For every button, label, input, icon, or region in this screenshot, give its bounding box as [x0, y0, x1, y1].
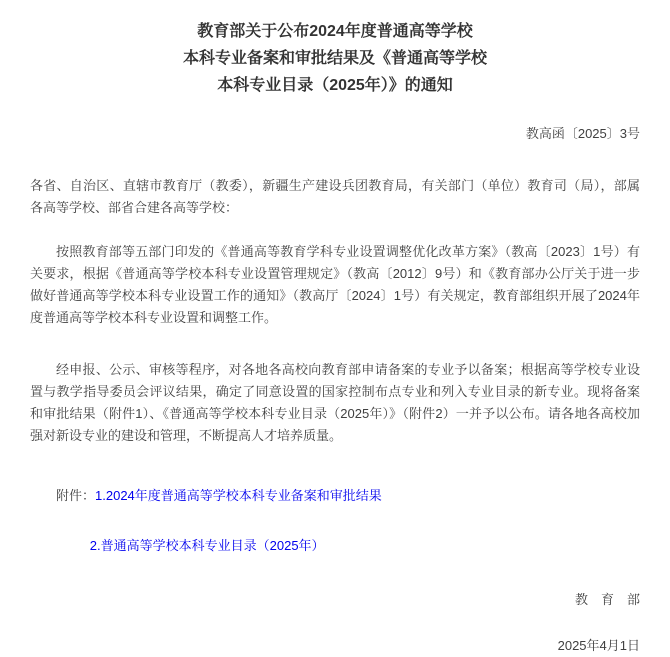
salutation: 各省、自治区、直辖市教育厅（教委），新疆生产建设兵团教育局，有关部门（单位）教育司（局），部属各高等学校、部省合建各高等学校：	[30, 178, 640, 215]
body-paragraph-1: 按照教育部等五部门印发的《普通高等教育学科专业设置调整优化改革方案》（教高〔2023〕1号）有关要求，根据《普通高等学校本科专业设置管理规定》（教高〔2012〕9号）和《教育部办公厅关于进一步做好普通高等学校本科专业设置工作的通知》（教高厅〔2024〕1号）有关规定，教育部组织开展了2024年度普通高等学校本科专业设置和调整工作。	[30, 244, 640, 325]
title-line-1: 教育部关于公布2024年度普通高等学校	[197, 23, 473, 40]
attachments-label: 附件：	[56, 488, 96, 503]
issue-date: 2025年4月1日	[557, 638, 640, 653]
title-line-3: 本科专业目录（2025年）》的通知	[217, 77, 453, 94]
document-title	[30, 18, 640, 99]
body-paragraph-2: 经申报、公示、审核等程序，对各地各高校向教育部申请备案的专业予以备案；根据高等学校专业设置与教学指导委员会评议结果，确定了同意设置的国家控制布点专业和列入专业目录的新专业。现将备案和审批结果（附件1）、《普通高等学校本科专业目录（2025年）》（附件2）一并予以公布。请各地各高校加强对新设专业的建设和管理，不断提高人才培养质量。	[30, 362, 640, 443]
document-number: 教高函〔2025〕3号	[525, 126, 640, 141]
attachments-row-2	[90, 535, 640, 557]
title-line-2: 本科专业备案和审批结果及《普通高等学校	[182, 50, 487, 67]
attachments-row-1	[56, 485, 640, 507]
issuer-signature: 教 育 部	[574, 592, 640, 607]
attachment-link-2[interactable]: 2.普通高等学校本科专业目录（2025年）	[89, 538, 325, 553]
attachment-link-1[interactable]: 1.2024年度普通高等学校本科专业备案和审批结果	[95, 488, 382, 503]
